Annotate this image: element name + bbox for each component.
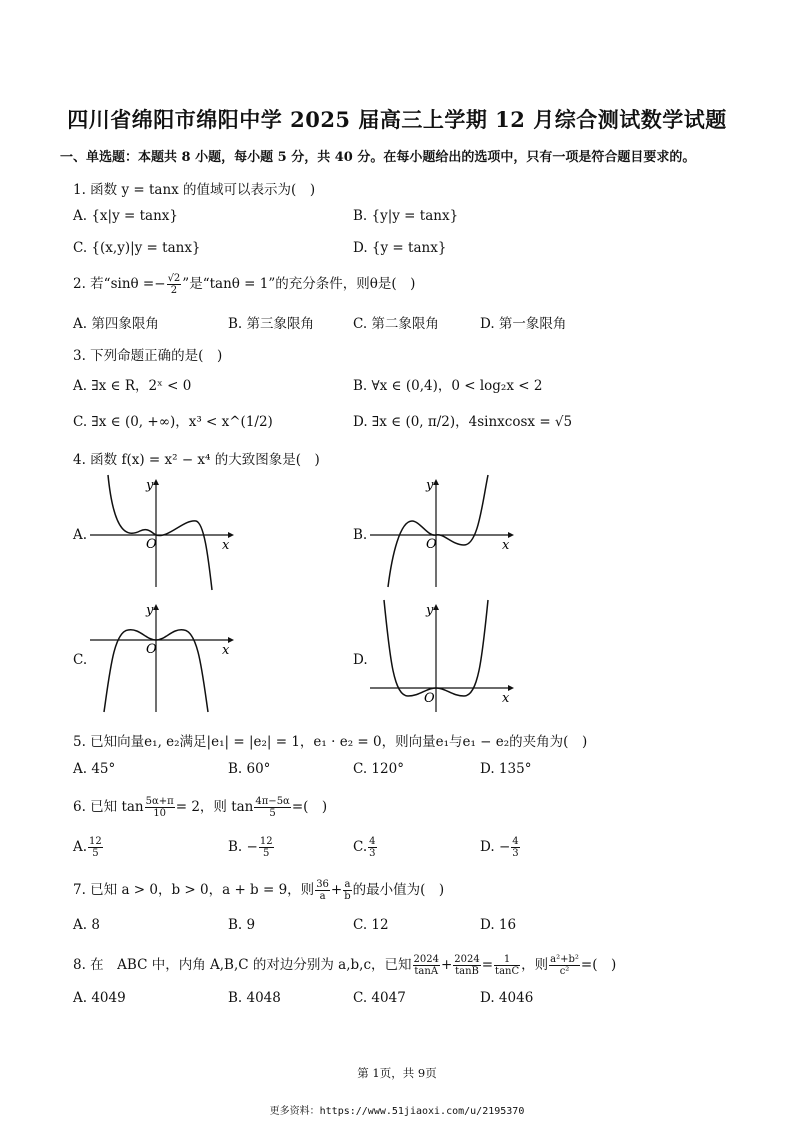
q6-c-frac: [368, 836, 376, 859]
q8-f2-den: tanB: [455, 966, 479, 977]
question-4-stem: 4. 函数 f(x) = x² − x⁴ 的大致图象是( ): [73, 452, 320, 468]
q6-a-frac: [88, 836, 103, 859]
page-title: 四川省绵阳市绵阳中学 2025 届高三上学期 12 月综合测试数学试题: [67, 107, 727, 132]
q3-option-c: C. ∃x ∈ (0, +∞)，x³ < x^(1/2): [73, 414, 273, 430]
q8-f4-den: c²: [559, 966, 570, 977]
q6-f1-den: 10: [153, 808, 167, 819]
q7-fraction-1: [315, 879, 330, 902]
q6-option-a: [73, 836, 104, 859]
q7-option-a: A. 8: [73, 917, 100, 933]
q6-c-den: 3: [369, 848, 376, 859]
q3-option-a: A. ∃x ∈ R，2ˣ < 0: [73, 378, 192, 394]
q6-fraction-2: [254, 796, 290, 819]
q6-d-num: 4: [512, 836, 519, 847]
q6-a-den: 5: [92, 848, 99, 859]
origin-label: O: [424, 691, 435, 706]
q8-f3-num: 1: [494, 954, 520, 966]
y-arrow: [153, 604, 159, 610]
question-8-stem: [73, 953, 616, 977]
q4-option-b: B.: [353, 527, 368, 543]
q8-stem-suffix: =( ): [580, 957, 617, 973]
q2-option-b: B. 第三象限角: [228, 316, 315, 332]
graph-c: [88, 600, 238, 715]
q6-f2-num: 4π−5α: [255, 796, 290, 807]
q6-b-label: B.: [228, 839, 243, 855]
curve: [388, 475, 488, 587]
q2-option-a: A. 第四象限角: [73, 316, 159, 332]
q8-fraction-2: [453, 954, 480, 977]
q2-option-c: C. 第二象限角: [353, 316, 439, 332]
x-label: x: [222, 538, 230, 553]
y-arrow: [433, 604, 439, 610]
q8-f1-num: 2024: [413, 954, 439, 965]
y-label: y: [426, 603, 434, 618]
q6-stem-suffix: =( ): [291, 799, 328, 815]
q7-f1-den: a: [319, 891, 326, 902]
origin-label: O: [146, 642, 157, 657]
q8-f3-den: tanC: [495, 966, 520, 977]
origin-label: O: [146, 537, 157, 552]
y-label: y: [426, 478, 434, 493]
graph-a: [88, 475, 238, 590]
q7-stem-prefix: 7. 已知 a > 0，b > 0，a + b = 9，则: [73, 882, 315, 898]
q4-option-c: C.: [73, 652, 88, 668]
q7-option-c: C. 12: [353, 917, 389, 933]
q6-b-frac: [259, 836, 274, 859]
y-label: y: [146, 478, 154, 493]
q6-fraction-1: [145, 796, 175, 819]
question-1-stem: 1. 函数 y = tanx 的值域可以表示为( ): [73, 182, 316, 198]
question-2-stem: [73, 272, 415, 296]
q3-option-b: B. ∀x ∈ (0,4)，0 < log₂x < 2: [353, 378, 543, 394]
q6-stem-mid: = 2，则 tan: [175, 799, 254, 815]
q5-option-d: D. 135°: [480, 761, 532, 777]
graph-d: [368, 600, 518, 715]
x-label: x: [502, 691, 510, 706]
x-label: x: [502, 538, 510, 553]
origin-label: O: [426, 537, 437, 552]
q8-fraction-4: [549, 954, 580, 977]
q7-f2-den: b: [344, 891, 351, 902]
q7-option-d: D. 16: [480, 917, 517, 933]
q2-frac-den: 2: [170, 285, 178, 296]
q5-option-b: B. 60°: [228, 761, 271, 777]
question-3-stem: 3. 下列命题正确的是( ): [73, 348, 223, 364]
source-link[interactable]: 更多资料：https://www.51jiaoxi.com/u/2195370: [269, 1106, 525, 1117]
question-6-stem: [73, 795, 327, 819]
q8-f4-num: a²+b²: [550, 954, 579, 965]
q1-option-c: C. {(x,y)|y = tanx}: [73, 240, 201, 256]
q4-option-d: D.: [353, 652, 368, 668]
q8-fraction-1: [413, 954, 440, 977]
curve: [108, 475, 212, 590]
q5-option-c: C. 120°: [353, 761, 404, 777]
y-arrow: [433, 479, 439, 485]
q6-d-frac: [511, 836, 519, 859]
q6-option-b: [228, 836, 275, 859]
q1-option-a: A. {x|y = tanx}: [73, 208, 178, 224]
q2-fraction: [167, 273, 182, 296]
q8-fraction-3: [494, 954, 520, 977]
q6-stem-prefix: 6. 已知 tan: [73, 799, 144, 815]
q8-option-c: C. 4047: [353, 990, 406, 1006]
question-7-stem: [73, 878, 444, 902]
q6-option-d: [480, 836, 521, 859]
q2-stem-suffix: ”是“tanθ = 1”的充分条件，则θ是( ): [182, 276, 416, 292]
y-arrow: [153, 479, 159, 485]
q8-option-d: D. 4046: [480, 990, 534, 1006]
q8-stem-mid: ，则: [521, 957, 549, 973]
q2-option-d: D. 第一象限角: [480, 316, 567, 332]
q8-f1-den: tanA: [414, 966, 439, 977]
q1-option-d: D. {y = tanx}: [353, 240, 447, 256]
q6-a-num: 12: [89, 836, 102, 847]
q2-stem-prefix: 2. 若“sinθ =−: [73, 276, 166, 292]
q8-eq: =: [481, 957, 494, 973]
graph-b: [368, 475, 518, 590]
q8-stem-prefix: 8. 在 ABC 中，内角 A,B,C 的对边分别为 a,b,c，已知: [73, 957, 412, 973]
q6-b-den: 5: [263, 848, 270, 859]
x-label: x: [222, 643, 230, 658]
section-heading: 一、单选题：本题共 8 小题，每小题 5 分，共 40 分。在每小题给出的选项中，只有一项是符合题目要求的。: [60, 150, 696, 165]
q7-f2-num: a: [344, 879, 351, 890]
q1-option-b: B. {y|y = tanx}: [353, 208, 459, 224]
q6-b-sign: −: [246, 839, 258, 855]
q7-stem-suffix: 的最小值为( ): [352, 882, 445, 898]
q6-option-c: [353, 836, 378, 859]
q6-c-num: 4: [369, 836, 376, 847]
q7-option-b: B. 9: [228, 917, 256, 933]
question-5-stem: 5. 已知向量e₁, e₂满足|e₁| = |e₂| = 1，e₁ · e₂ = 0，则向量e₁与e₁ − e₂的夹角为( ): [73, 734, 588, 750]
q6-d-label: D.: [480, 839, 495, 855]
q6-b-num: 12: [259, 836, 273, 847]
q6-f2-den: 5: [269, 808, 276, 819]
q7-fraction-2: [343, 879, 351, 902]
q6-d-den: 3: [512, 848, 519, 859]
q6-f1-num: 5α+π: [145, 796, 174, 807]
q7-plus: +: [330, 882, 343, 898]
q8-option-b: B. 4048: [228, 990, 281, 1006]
q6-c-label: C.: [353, 839, 368, 855]
q2-frac-num: √2: [167, 273, 181, 284]
q8-option-a: A. 4049: [73, 990, 126, 1006]
q6-a-label: A.: [73, 839, 88, 855]
q8-f2-num: 2024: [454, 954, 480, 965]
q4-option-a: A.: [73, 527, 88, 543]
q8-plus: +: [440, 957, 453, 973]
q6-d-sign: −: [498, 839, 511, 855]
q3-option-d: D. ∃x ∈ (0, π/2)，4sinxcosx = √5: [353, 414, 573, 430]
page-footer: 第 1页，共 9页: [357, 1066, 437, 1080]
q7-f1-num: 36: [316, 879, 329, 890]
q5-option-a: A. 45°: [73, 761, 116, 777]
y-label: y: [146, 603, 154, 618]
